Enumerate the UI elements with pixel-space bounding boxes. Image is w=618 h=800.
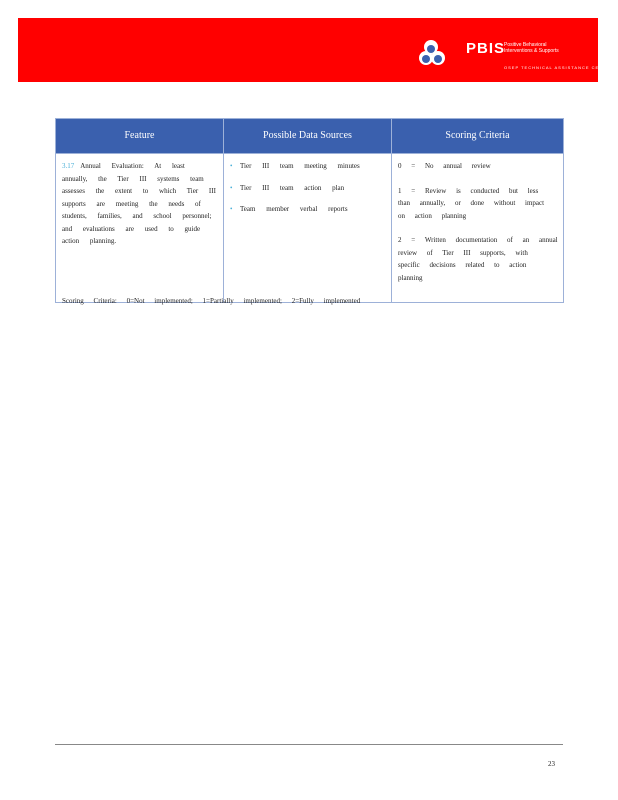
row-number: 3.17 [62, 162, 75, 170]
scoring-criteria-cell [392, 154, 564, 303]
criterion-2: 2 = Written documentation of an annual review of Tier III supports, with specific decisions related to action planning [398, 236, 558, 282]
data-sources-list [230, 160, 387, 216]
header-banner [18, 18, 615, 82]
logo-subtitle: Positive Behavioral Interventions & Supports [504, 42, 559, 54]
logo-tagline: OSEP TECHNICAL ASSISTANCE CENTER [504, 65, 615, 70]
column-header-data-sources: Possible Data Sources [224, 119, 392, 154]
bullet-icon: • [230, 205, 233, 213]
list-item [230, 160, 387, 173]
bullet-icon: • [230, 183, 233, 192]
page-number: 23 [548, 760, 555, 768]
source-text: Tier III team meeting minutes [240, 162, 360, 170]
scoring-criteria-note: Scoring Criteria: 0=Not implemented; 1=Partially implemented; 2=Fully implemented [62, 297, 361, 305]
footer-divider [55, 744, 563, 745]
source-text: Tier III team action plan [240, 183, 345, 192]
source-text: Team member verbal reports [240, 205, 348, 213]
data-sources-cell [224, 154, 392, 303]
logo-text: PBIS [466, 40, 506, 57]
column-header-scoring-criteria: Scoring Criteria [392, 119, 564, 154]
column-header-feature: Feature [56, 119, 224, 154]
feature-text: Annual Evaluation: At least annually, the Tier III systems team assesses the extent to which Tier III supports are meeting the needs of students, families, and school personnel; and evaluations are used to guide action planning. [62, 162, 216, 245]
pbis-logo [418, 38, 615, 72]
rubric-table [55, 118, 564, 303]
list-item [230, 182, 387, 195]
criterion-0: 0 = No annual review [398, 162, 491, 170]
pbis-logo-icon [418, 38, 458, 72]
table-row [56, 154, 564, 303]
list-item [230, 203, 387, 216]
bullet-icon: • [230, 162, 233, 170]
table-header-row [56, 119, 564, 154]
criterion-1: 1 = Review is conducted but less than annually, or done without impact on action planning [398, 186, 545, 220]
feature-cell [56, 154, 224, 303]
